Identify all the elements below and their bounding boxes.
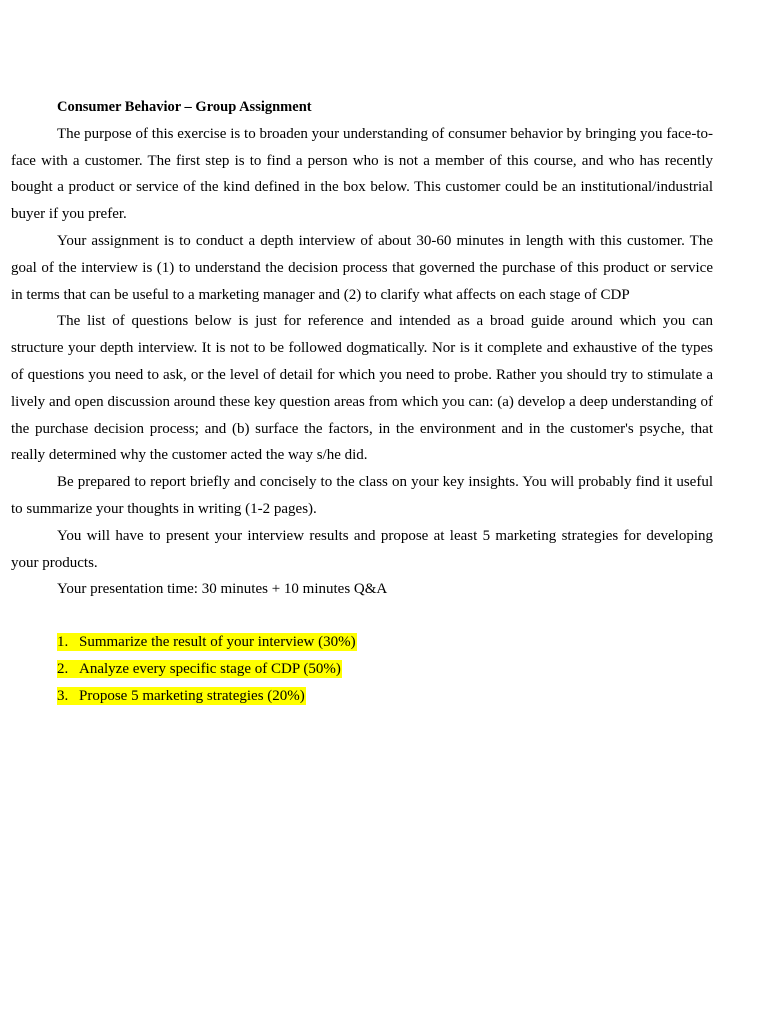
list-item-text: Summarize the result of your interview (30%) bbox=[79, 634, 356, 651]
highlighted-text bbox=[57, 687, 306, 705]
highlighted-text bbox=[57, 660, 342, 678]
list-number: 2. bbox=[57, 660, 69, 677]
list-number: 1. bbox=[57, 634, 69, 651]
list-item bbox=[57, 629, 713, 656]
list-item bbox=[57, 656, 713, 683]
requirements-list bbox=[11, 629, 713, 709]
document-body bbox=[11, 94, 713, 710]
list-item-text: Propose 5 marketing strategies (20%) bbox=[79, 687, 305, 704]
list-number: 3. bbox=[57, 687, 69, 704]
paragraph-questions-guide: The list of questions below is just for reference and intended as a broad guide around which you can structure your depth interview. It is not to be followed dogmatically. Nor is it complete and exhaustive of the types of questions you need to ask, or the level of detail for which you need to probe. Rather you should try to stimulate a lively and open discussion around these key question areas from which you can: (a) develop a deep understanding of the purchase decision process; and (b) surface the factors, in the environment and in the customer's psyche, that really determined why the customer acted the way s/he did. bbox=[11, 313, 713, 464]
paragraph-assignment: Your assignment is to conduct a depth interview of about 30-60 minutes in length with this customer. The goal of the interview is (1) to understand the decision process that governed the purchase of this product or service in terms that can be useful to a marketing manager and (2) to clarify what affects on each stage of CDP bbox=[11, 232, 713, 303]
paragraph-presentation-time: Your presentation time: 30 minutes + 10 minutes Q&A bbox=[57, 581, 388, 598]
list-item bbox=[57, 683, 713, 710]
section-gap bbox=[11, 603, 713, 629]
list-item-text: Analyze every specific stage of CDP (50%) bbox=[79, 660, 341, 677]
highlighted-text bbox=[57, 633, 357, 651]
paragraph-purpose: The purpose of this exercise is to broaden your understanding of consumer behavior by bringing you face-to-face with a customer. The first step is to find a person who is not a member of this course, and who has recently bought a product or service of the kind defined in the box below. This customer could be an institutional/industrial buyer if you prefer. bbox=[11, 125, 713, 223]
document-title: Consumer Behavior – Group Assignment bbox=[57, 99, 312, 115]
paragraph-report: Be prepared to report briefly and concisely to the class on your key insights. You will probably find it useful to summarize your thoughts in writing (1-2 pages). bbox=[11, 474, 713, 517]
paragraph-presentation: You will have to present your interview results and propose at least 5 marketing strategies for developing your products. bbox=[11, 527, 713, 571]
